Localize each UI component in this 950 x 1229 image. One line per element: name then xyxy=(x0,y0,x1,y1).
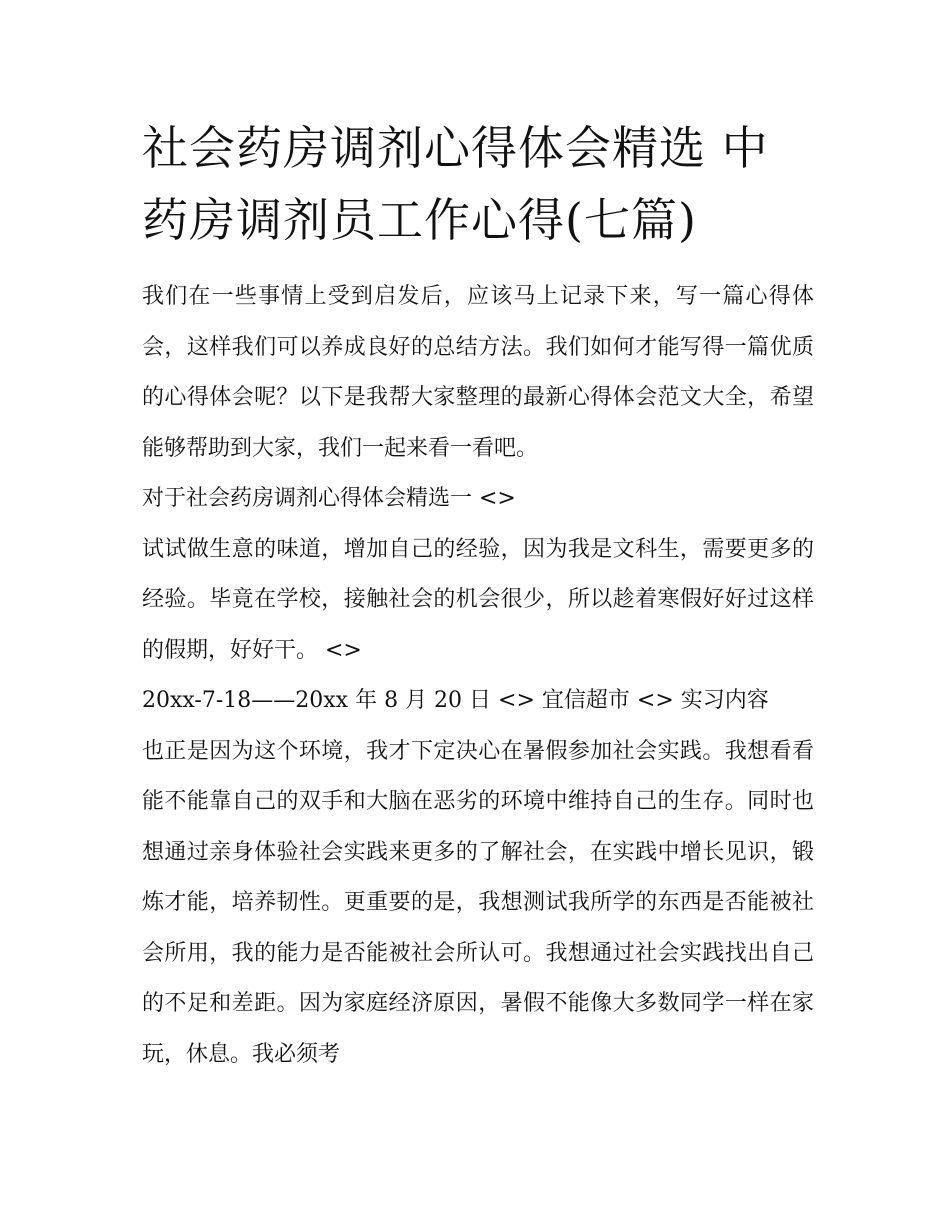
document-title: 社会药房调剂心得体会精选 中药房调剂员工作心得(七篇) xyxy=(142,121,769,247)
paragraph-motivation: 试试做生意的味道，增加自己的经验，因为我是文科生，需要更多的经验。毕竟在学校，接触社会的机会很少，所以趁着寒假好好过这样的假期，好好干。 <> xyxy=(142,536,814,663)
paragraph-intro: 我们在一些事情上受到启发后，应该马上记录下来，写一篇心得体会，这样我们可以养成良好的总结方法。我们如何才能写得一篇优质的心得体会呢？以下是我帮大家整理的最新心得体会范文大全，希望能够帮助到大家，我们一起来看一看吧。 xyxy=(142,284,814,461)
paragraph-reflection: 也正是因为这个环境，我才下定决心在暑假参加社会实践。我想看看能不能靠自己的双手和大脑在恶劣的环境中维持自己的生存。同时也想通过亲身体验社会实践来更多的了解社会，在实践中增长见识，锻炼才能，培养韧性。更重要的是，我想测试我所学的东西是否能被社会所用，我的能力是否能被社会所认可。我想通过社会实践找出自己的不足和差距。因为家庭经济原因，暑假不能像大多数同学一样在家玩，休息。我必须考 xyxy=(142,738,814,1067)
document-content xyxy=(142,112,814,1080)
paragraph-internship-info: 20xx-7-18——20xx 年 8 月 20 日 <> 宜信超市 <> 实习内容 xyxy=(142,688,769,713)
document-body xyxy=(142,272,814,1080)
paragraph-section-heading: 对于社会药房调剂心得体会精选一 <> xyxy=(142,486,516,511)
